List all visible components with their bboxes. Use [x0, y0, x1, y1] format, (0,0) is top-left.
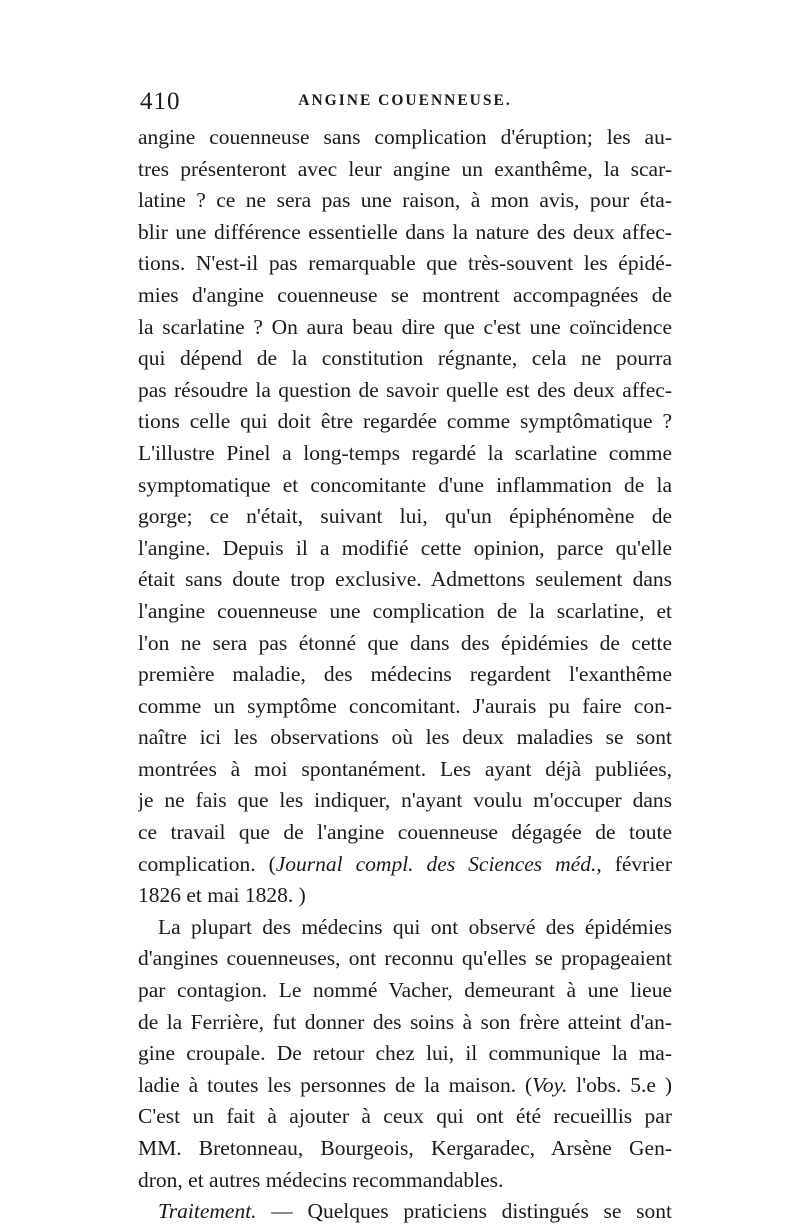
- body-text: [138, 122, 672, 1228]
- text-line: 1826 et mai 1828. ): [138, 883, 306, 908]
- text-line: gorge; ce n'était, suivant lui, qu'un épiphénomène de: [138, 504, 672, 529]
- text-line: C'est un fait à ajouter à ceux qui ont été recueillis par: [138, 1104, 672, 1129]
- text-line: latine ? ce ne sera pas une raison, à mon avis, pour éta-: [138, 188, 672, 213]
- traitement-rest: — Quelques praticiens distingués se sont: [256, 1199, 672, 1224]
- text-line: première maladie, des médecins regardent l'exanthême: [138, 662, 672, 687]
- running-title: ANGINE COUENNEUSE.: [298, 92, 512, 109]
- citation-line: [138, 849, 672, 881]
- text-line: je ne fais que les indiquer, n'ayant voulu m'occuper dans: [138, 788, 672, 813]
- text-line: l'on ne sera pas étonné que dans des épidémies de cette: [138, 630, 672, 655]
- voy-abbrev: Voy.: [532, 1072, 568, 1097]
- voy-before: ladie à toutes les personnes de la maison. (: [138, 1072, 533, 1097]
- text-line: symptomatique et concomitante d'une inflammation de la: [138, 472, 672, 497]
- text-line: l'angine couenneuse une complication de la scarlatine, et: [138, 598, 672, 623]
- text-line: gine croupale. De retour chez lui, il communique la ma-: [138, 1041, 672, 1066]
- text-line: pas résoudre la question de savoir quelle est des deux affec-: [138, 377, 672, 402]
- text-line: comme un symptôme concomitant. J'aurais pu faire con-: [138, 693, 672, 718]
- text-line: ce travail que de l'angine couenneuse dégagée de toute: [138, 820, 672, 845]
- voy-after: l'obs. 5.e ): [567, 1072, 672, 1097]
- citation-before: complication. (: [138, 851, 276, 876]
- text-line: tions. N'est-il pas remarquable que très-souvent les épidé-: [138, 251, 672, 276]
- text-line: dron, et autres médecins recommandables.: [138, 1167, 504, 1192]
- text-line: naître ici les observations où les deux maladies se sont: [138, 725, 672, 750]
- text-line: L'illustre Pinel a long-temps regardé la scarlatine comme: [138, 440, 672, 465]
- text-line: était sans doute trop exclusive. Admettons seulement dans: [138, 567, 672, 592]
- text-line: mies d'angine couenneuse se montrent accompagnées de: [138, 282, 672, 307]
- page-number: 410: [140, 88, 181, 115]
- text-line: par contagion. Le nommé Vacher, demeurant à une lieue: [138, 978, 672, 1003]
- text-line: tions celle qui doit être regardée comme symptômatique ?: [138, 409, 672, 434]
- section-label: Traitement.: [158, 1199, 257, 1224]
- running-head: [140, 88, 670, 120]
- text-line: l'angine. Depuis il a modifié cette opinion, parce qu'elle: [138, 535, 672, 560]
- text-line: angine couenneuse sans complication d'éruption; les au-: [138, 125, 672, 149]
- paragraph-start: La plupart des médecins qui ont observé des épidémies: [158, 914, 672, 939]
- traitement-line: [138, 1196, 672, 1228]
- text-line: d'angines couenneuses, ont reconnu qu'elles se propageaient: [138, 946, 672, 971]
- citation-after: , février: [596, 851, 672, 876]
- text-line: la scarlatine ? On aura beau dire que c'est une coïncidence: [138, 314, 672, 339]
- journal-title: Journal compl. des Sciences méd.: [275, 851, 597, 876]
- voy-line: [138, 1070, 672, 1102]
- text-line: blir une différence essentielle dans la nature des deux affec-: [138, 219, 672, 244]
- text-line: de la Ferrière, fut donner des soins à son frère atteint d'an-: [138, 1009, 672, 1034]
- text-line: qui dépend de la constitution régnante, cela ne pourra: [138, 346, 672, 371]
- text-line: montrées à moi spontanément. Les ayant déjà publiées,: [138, 756, 672, 781]
- text-line: tres présenteront avec leur angine un exanthême, la scar-: [138, 156, 672, 181]
- text-line: MM. Bretonneau, Bourgeois, Kergaradec, Arsène Gen-: [138, 1136, 672, 1160]
